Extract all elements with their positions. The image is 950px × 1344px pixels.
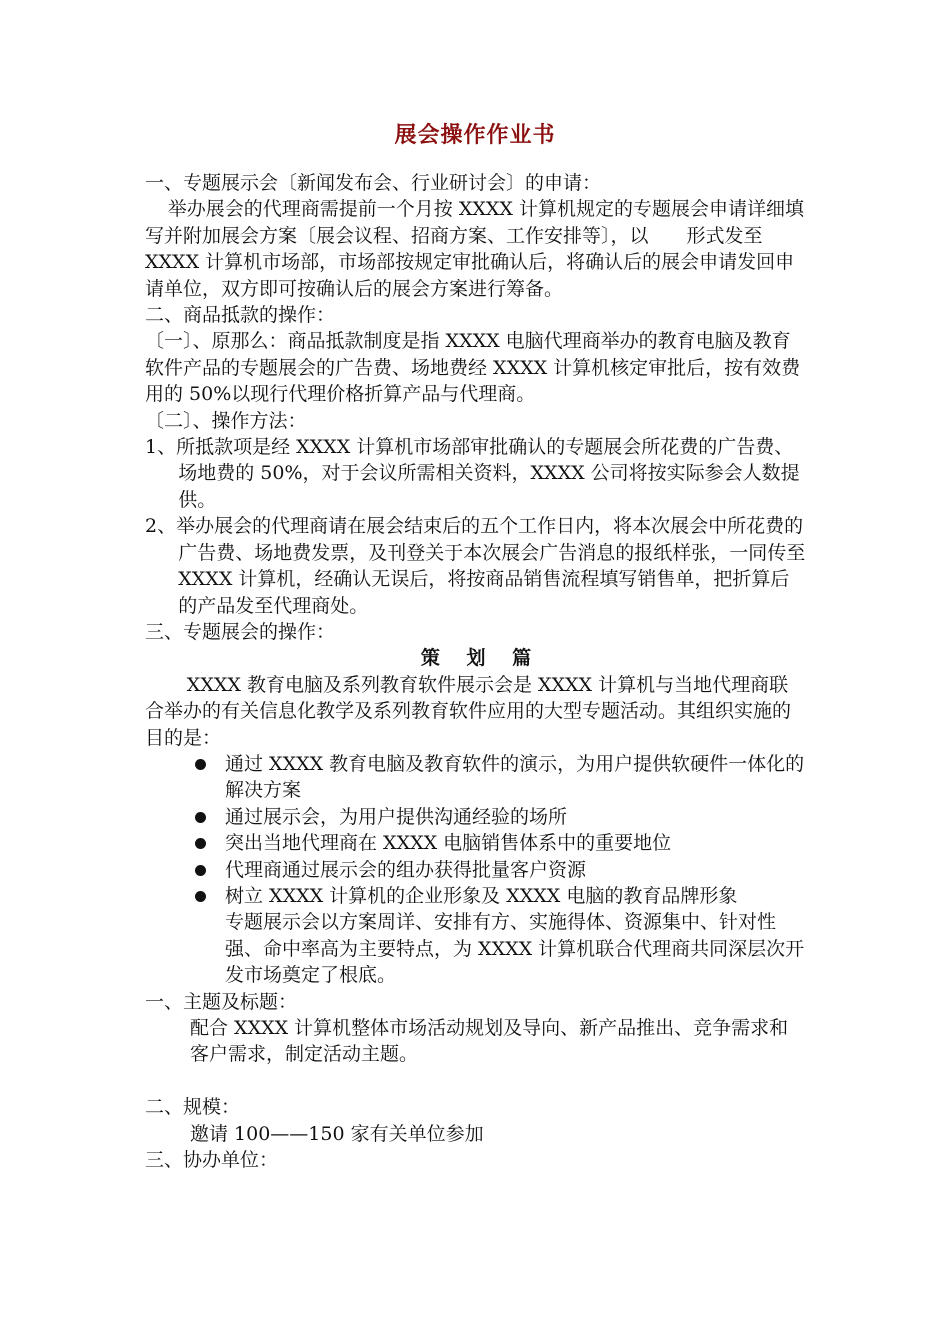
planning-3-heading: 三、协办单位： xyxy=(145,1149,279,1172)
document-body xyxy=(145,170,807,1173)
goal-text: 通过 XXXX 教育电脑及教育软件的演示，为用户提供软硬件一体化的解决方案 xyxy=(225,752,805,802)
bullet-dot-icon xyxy=(195,891,206,902)
section-2-item-1: 1、所抵款项是经 XXXX 计算机市场部审批确认的专题展会所花费的广告费、场地费的 50%，对于会议所需相关资料，XXXX 公司将按实际参会人数提供。 xyxy=(145,436,800,511)
goals-summary: 专题展示会以方案周详、安排有方、实施得体、资源集中、针对性强、命中率高为主要特点，为 XXXX 计算机联合代理商共同深层次开发市场奠定了根底。 xyxy=(225,911,805,987)
document-title: 展会操作作业书 xyxy=(394,123,556,148)
planning-2-heading: 二、规模： xyxy=(145,1096,241,1119)
goal-item xyxy=(225,804,807,830)
section-3-heading: 三、专题展会的操作： xyxy=(145,620,336,643)
goal-item xyxy=(225,883,807,909)
bullet-dot-icon xyxy=(195,865,206,876)
goal-text: 代理商通过展示会的组办获得批量客户资源 xyxy=(225,858,587,881)
blank-line xyxy=(145,1068,807,1094)
goal-text: 通过展示会，为用户提供沟通经验的场所 xyxy=(225,805,568,828)
section-2-method-heading: 〔二〕、操作方法： xyxy=(145,409,307,432)
goal-item xyxy=(225,751,807,804)
goal-item xyxy=(225,830,807,856)
planning-1-heading: 一、主题及标题： xyxy=(145,990,298,1013)
section-1-heading: 一、专题展示会〔新闻发布会、行业研讨会〕的申请： xyxy=(145,172,602,194)
planning-2-text: 邀请 100——150 家有关单位参加 xyxy=(190,1122,484,1145)
bullet-dot-icon xyxy=(195,812,206,823)
bullet-dot-icon xyxy=(195,759,206,770)
planning-intro: XXXX 教育电脑及系列教育软件展示会是 XXXX 计算机与当地代理商联合举办的有关信息化教学及系列教育软件应用的大型专题活动。其组织实施的目的是： xyxy=(145,673,792,749)
goal-text: 树立 XXXX 计算机的企业形象及 XXXX 电脑的教育品牌形象 xyxy=(225,884,738,907)
section-2-principle: 〔一〕、原那么：商品抵款制度是指 XXXX 电脑代理商举办的教育电脑及教育软件产品的专题展会的广告费、场地费经 XXXX 计算机核定审批后，按有效费用的 50%以现行代理价格折算产品与代理商。 xyxy=(145,330,801,406)
section-1-text: 举办展会的代理商需提前一个月按 XXXX 计算机规定的专题展会申请详细填写并附加展会方案〔展会议程、招商方案、工作安排等〕，以 形式发至 XXXX 计算机市场部，市场部按规定审批确认后，将确认后的展会申请发回申请单位，双方即可按确认后的展会方案进行筹备。 xyxy=(145,198,804,300)
goal-text: 突出当地代理商在 XXXX 电脑销售体系中的重要地位 xyxy=(225,832,672,855)
planning-heading: 策划篇 xyxy=(420,647,558,670)
section-2-item-2: 2、举办展会的代理商请在展会结束后的五个工作日内，将本次展会中所花费的广告费、场地费发票，及刊登关于本次展会广告消息的报纸样张，一同传至 XXXX 计算机，经确认无误后，将按商品销售流程填写销售单，把折算后的产品发至代理商处。 xyxy=(145,515,806,617)
section-2-heading: 二、商品抵款的操作： xyxy=(145,304,336,327)
bullet-dot-icon xyxy=(195,838,206,849)
goals-list xyxy=(145,751,807,909)
planning-1-text: 配合 XXXX 计算机整体市场活动规划及导向、新产品推出、竞争需求和客户需求，制定活动主题。 xyxy=(190,1017,789,1066)
goal-item xyxy=(225,857,807,883)
